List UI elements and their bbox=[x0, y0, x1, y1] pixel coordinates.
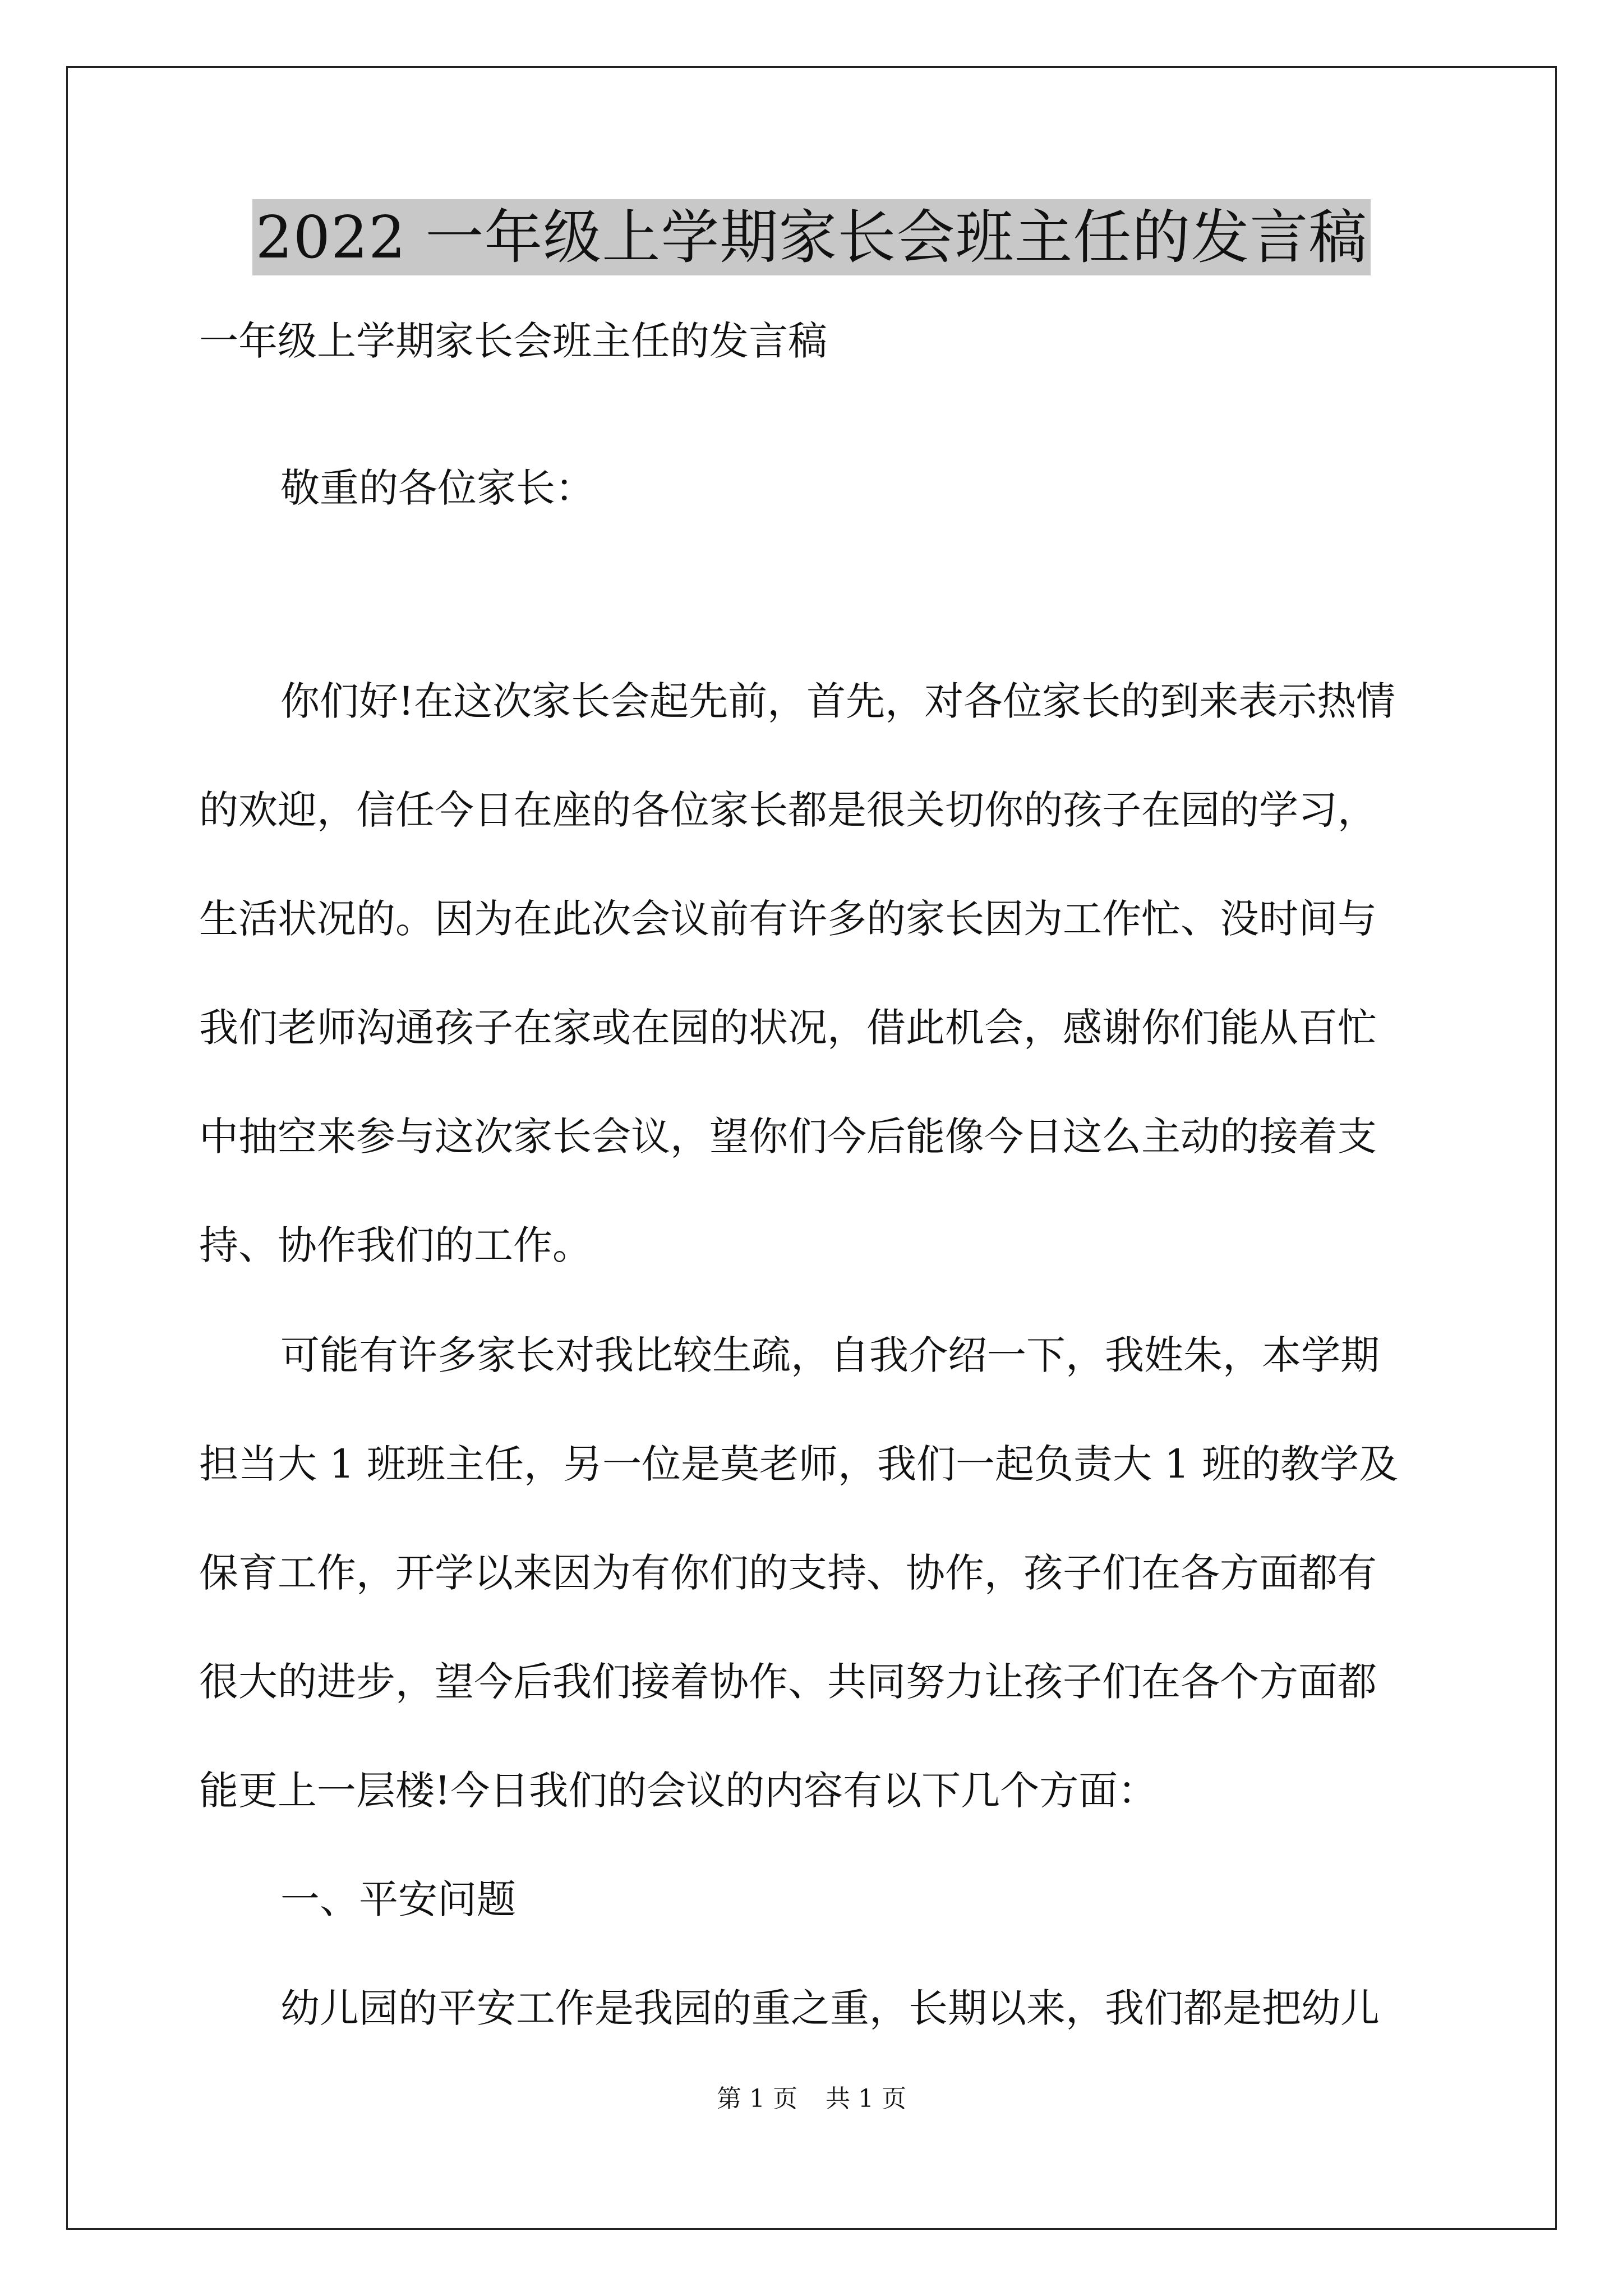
paragraph-line: 我们老师沟通孩子在家或在园的状况，借此机会，感谢你们能从百忙 bbox=[199, 1005, 1377, 1051]
document-subtitle: 一年级上学期家长会班主任的发言稿 bbox=[199, 318, 827, 364]
document-title-text: 2022 一年级上学期家长会班主任的发言稿 bbox=[252, 199, 1371, 275]
section-heading: 一、平安问题 bbox=[280, 1876, 516, 1922]
paragraph-line: 很大的进步，望今后我们接着协作、共同努力让孩子们在各个方面都 bbox=[199, 1659, 1377, 1705]
page-number-current: 第 1 页 bbox=[717, 2085, 797, 2113]
paragraph-line: 生活状况的。因为在此次会议前有许多的家长因为工作忙、没时间与 bbox=[199, 896, 1377, 942]
paragraph-line: 担当大 1 班班主任，另一位是莫老师，我们一起负责大 1 班的教学及 bbox=[199, 1441, 1399, 1487]
paragraph-line: 中抽空来参与这次家长会议，望你们今后能像今日这么主动的接着支 bbox=[199, 1114, 1377, 1159]
salutation: 敬重的各位家长： bbox=[280, 465, 594, 511]
paragraph-line: 持、协作我们的工作。 bbox=[199, 1222, 592, 1268]
paragraph-line: 你们好!在这次家长会起先前，首先，对各位家长的到来表示热情 bbox=[280, 678, 1396, 724]
paragraph-line: 的欢迎，信任今日在座的各位家长都是很关切你的孩子在园的学习， bbox=[199, 787, 1377, 833]
paragraph-line: 幼儿园的平安工作是我园的重之重，长期以来，我们都是把幼儿 bbox=[280, 1985, 1380, 2031]
document-title bbox=[0, 199, 1623, 275]
paragraph-line: 保育工作，开学以来因为有你们的支持、协作，孩子们在各方面都有 bbox=[199, 1550, 1377, 1596]
paragraph-line: 可能有许多家长对我比较生疏，自我介绍一下，我姓朱，本学期 bbox=[280, 1332, 1380, 1378]
page-footer bbox=[0, 2082, 1623, 2116]
paragraph-line: 能更上一层楼!今日我们的会议的内容有以下几个方面： bbox=[199, 1768, 1158, 1814]
page-number-total: 共 1 页 bbox=[826, 2085, 906, 2113]
